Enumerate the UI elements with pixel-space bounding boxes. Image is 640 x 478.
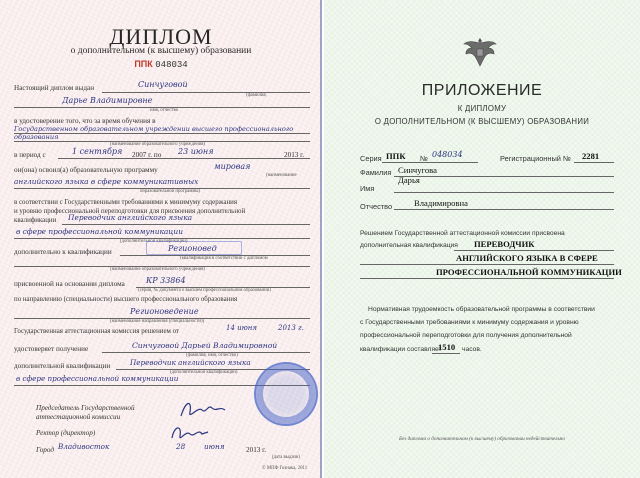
- appendix-footer: Без диплома о дополнительном (к высшему) образовании недействительно: [399, 436, 565, 442]
- certifies2-label: удостоверяет получение: [14, 345, 89, 353]
- workload-line1: Нормативная трудоемкость образовательной программы в соответствии: [368, 306, 595, 313]
- diploma-subtitle: о дополнительном (к высшему) образовании: [70, 46, 252, 56]
- qual2-handwriting: Переводчик английского языка: [130, 358, 251, 367]
- period-from-year: 2007 г. по: [132, 151, 162, 159]
- rector-signature: [168, 422, 212, 446]
- diploma-title: ДИПЛОМ: [109, 24, 213, 49]
- decision-line2: дополнительная квалификация: [360, 242, 458, 249]
- diploma-number: [0, 59, 322, 70]
- official-seal: [254, 362, 318, 426]
- number-label: №: [420, 154, 428, 163]
- workload-line3: профессиональной переподготовки для получения дополнительной: [360, 332, 572, 339]
- basis-handwriting: КР 33864: [146, 276, 186, 285]
- qual2-cont-handwriting: в сфере профессиональной коммуникации: [16, 374, 179, 383]
- rector-label: Ректор (директор): [36, 429, 96, 437]
- series-label: Серия: [360, 154, 382, 163]
- period-to-year: 2013 г.: [284, 151, 305, 159]
- workload-line4: квалификации составляет: [360, 346, 442, 353]
- qual2-label: дополнительной квалификации: [14, 362, 111, 370]
- qualification-handwriting: Переводчик английского языка: [68, 213, 193, 222]
- period-from: 1 сентября: [72, 147, 123, 156]
- commission-year: 2013 г.: [278, 324, 304, 332]
- recipient-surname: Синчуговой: [138, 80, 188, 89]
- commission-label: Государственная аттестационная комиссия решением от: [14, 328, 179, 335]
- recipient-name: Дарье Владимировне: [62, 96, 153, 105]
- chair-label-2: аттестационной комиссии: [36, 413, 121, 421]
- name-label: Имя: [360, 184, 375, 193]
- caption-program: (наименование: [266, 173, 297, 178]
- surname-label: Фамилия: [360, 168, 392, 177]
- program-handwriting: мировая: [214, 162, 251, 171]
- qualification-line2: АНГЛИЙСКОГО ЯЗЫКА В СФЕРЕ: [456, 253, 598, 263]
- print-mark: © МПФ Гознака, 2011: [262, 466, 308, 471]
- surname-value: Синчугова: [398, 165, 437, 175]
- sign-year: 2013 г.: [246, 446, 267, 454]
- commission-date: 14 июня: [226, 324, 258, 332]
- requirements-line2: и уровню профессиональной переподготовки для присвоения дополнительной: [14, 208, 246, 215]
- sign-month: июня: [204, 442, 225, 451]
- appendix-line1: К ДИПЛОМУ: [457, 104, 507, 113]
- qualification-cont-handwriting: в сфере профессиональной коммуникации: [16, 227, 183, 236]
- caption-qual2: (дополнительной квалификации): [170, 370, 238, 375]
- recipient-full: Синчуговой Дарьей Владимировной: [132, 341, 278, 350]
- caption-qualification: (дополнительной квалификации): [120, 239, 188, 244]
- reg-value: 2281: [582, 151, 600, 161]
- city-handwriting: Владивосток: [58, 442, 110, 451]
- caption-basis: (серия, № документа о высшем профессиональном образовании): [138, 288, 271, 293]
- caption-recipient: (фамилия, имя, отчество): [186, 353, 238, 358]
- diploma-series: ППК: [134, 59, 153, 69]
- issued-to-label: Настоящий диплом выдан: [14, 84, 95, 92]
- hours-unit: часов.: [462, 346, 482, 353]
- institution-handwriting: Государственном образовательном учреждении высшего профессионального образования: [14, 125, 294, 141]
- qualification-line3: ПРОФЕССИОНАЛЬНОЙ КОММУНИКАЦИИ: [436, 267, 622, 277]
- reg-label: Регистрационный №: [500, 154, 571, 163]
- double-eagle-emblem: [460, 32, 500, 72]
- certifies-label: в удостоверение того, что за время обучения в: [14, 117, 156, 125]
- requirements-line1: в соответствии с Государственными требованиями к минимуму содержания: [14, 199, 238, 206]
- sign-day: 28: [176, 442, 186, 451]
- hours-value: 1510: [438, 342, 456, 352]
- name-value: Дарья: [398, 175, 420, 185]
- workload-line2: с Государственными требованиями к минимуму содержания и уровню: [360, 319, 579, 326]
- qualification-line1: ПЕРЕВОДЧИК: [474, 239, 535, 249]
- series-value: ППК: [386, 151, 406, 161]
- direction-handwriting: Регионоведение: [130, 307, 199, 316]
- additional-label: дополнительно к квалификации: [14, 248, 112, 256]
- program-cont-handwriting: английского языка в сфере коммуникативных: [14, 177, 199, 186]
- caption-date: (дата выдачи): [272, 455, 300, 460]
- patronymic-value: Владимировна: [414, 198, 468, 208]
- requirements-line3: квалификации: [14, 217, 57, 224]
- caption-institution: (наименование образовательного учреждения): [110, 142, 206, 147]
- caption-name: имя, отчество: [150, 108, 179, 113]
- chair-signature: [178, 396, 228, 424]
- caption-additional: (квалификация в соответствии с дипломом: [180, 256, 268, 261]
- caption-surname: (фамилия,: [246, 93, 267, 98]
- caption-direction: (наименование направления (специальности)): [110, 319, 205, 324]
- appendix-title: ПРИЛОЖЕНИЕ: [421, 82, 543, 99]
- caption-program2: образовательной программы): [140, 189, 201, 194]
- period-to: 23 июня: [178, 147, 214, 156]
- number-handwriting: 048034: [432, 150, 463, 159]
- city-label: Город: [36, 446, 55, 454]
- additional-handwriting: Регионовед: [168, 244, 217, 253]
- basis-label: присвоенной на основании диплома: [14, 280, 125, 288]
- period-label: в период с: [14, 151, 46, 159]
- decision-line1: Решением Государственной аттестационной комиссии присвоена: [360, 230, 565, 237]
- appendix-line2: О ДОПОЛНИТЕЛЬНОМ (К ВЫСШЕМУ) ОБРАЗОВАНИИ: [374, 117, 590, 126]
- direction-label: по направлению (специальности) высшего профессионального образования: [14, 296, 238, 303]
- patronymic-label: Отчество: [360, 202, 393, 211]
- caption-additional2: (наименование образовательного учреждения): [110, 267, 206, 272]
- appendix-page: [324, 0, 640, 478]
- diploma-number-digits: 048034: [155, 60, 188, 70]
- chair-label-1: Председатель Государственной: [36, 404, 135, 412]
- program-label: он(она) освоил(а) образовательную программу: [14, 166, 158, 174]
